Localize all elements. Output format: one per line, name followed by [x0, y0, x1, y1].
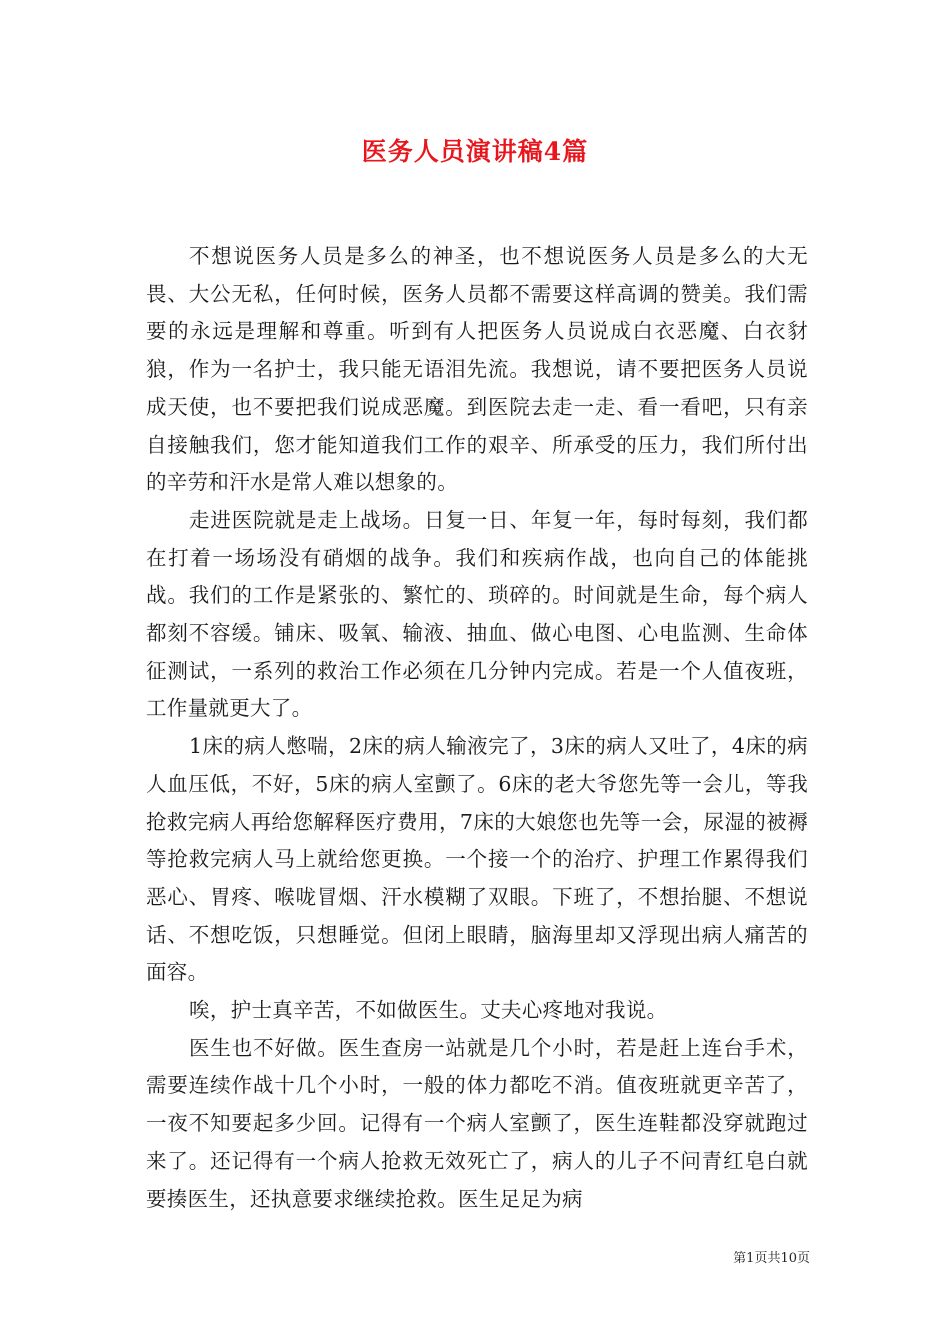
document-body — [146, 238, 808, 1218]
paragraph-1: 不想说医务人员是多么的神圣，也不想说医务人员是多么的大无畏、大公无私，任何时候，医务人员都不需要这样高调的赞美。我们需要的永远是理解和尊重。听到有人把医务人员说成白衣恶魔、白衣豺狼，作为一名护士，我只能无语泪先流。我想说，请不要把医务人员说成天使，也不要把我们说成恶魔。到医院去走一走、看一看吧，只有亲自接触我们，您才能知道我们工作的艰辛、所承受的压力，我们所付出的辛劳和汗水是常人难以想象的。 — [146, 244, 808, 495]
paragraph-5: 医生也不好做。医生查房一站就是几个小时，若是赶上连台手术，需要连续作战十几个小时，一般的体力都吃不消。值夜班就更辛苦了，一夜不知要起多少回。记得有一个病人室颤了，医生连鞋都没穿就跑过来了。还记得有一个病人抢救无效死亡了，病人的儿子不问青红皂白就要揍医生，还执意要求继续抢救。医生足足为病 — [146, 1035, 808, 1211]
paragraph-2: 走进医院就是走上战场。日复一日、年复一年，每时每刻，我们都在打着一场场没有硝烟的战争。我们和疾病作战，也向自己的体能挑战。我们的工作是紧张的、繁忙的、琐碎的。时间就是生命，每个病人都刻不容缓。铺床、吸氧、输液、抽血、做心电图、心电监测、生命体征测试，一系列的救治工作必须在几分钟内完成。若是一个人值夜班，工作量就更大了。 — [146, 507, 808, 721]
paragraph-3: 1床的病人憋喘，2床的病人输液完了，3床的病人又吐了，4床的病人血压低，不好，5床的病人室颤了。6床的老大爷您先等一会儿，等我抢救完病人再给您解释医疗费用，7床的大娘您也先等一会，尿湿的被褥等抢救完病人马上就给您更换。一个接一个的治疗、护理工作累得我们恶心、胃疼、喉咙冒烟、汗水模糊了双眼。下班了，不想抬腿、不想说话、不想吃饭，只想睡觉。但闭上眼睛，脑海里却又浮现出病人痛苦的面容。 — [146, 734, 808, 985]
page-number-footer: 第1页共10页 — [733, 1251, 810, 1266]
document-title: 医务人员演讲稿4篇 — [361, 137, 589, 166]
paragraph-4: 唉，护士真辛苦，不如做医生。丈夫心疼地对我说。 — [189, 998, 668, 1023]
